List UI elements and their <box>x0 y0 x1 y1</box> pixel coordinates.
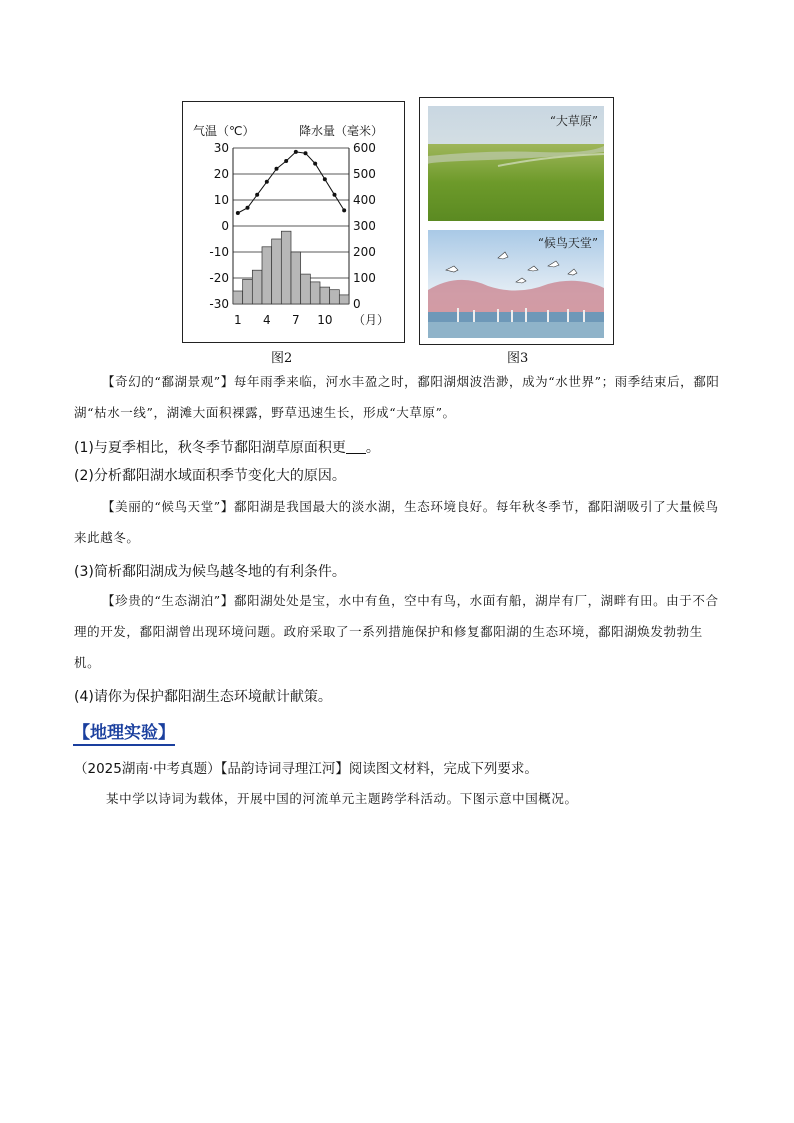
precipitation-tick-label: 600 <box>353 141 376 155</box>
precipitation-tick-label: 100 <box>353 271 376 285</box>
figure-2-caption: 图2 <box>271 351 293 366</box>
paragraph-ecological-lake: 【珍贵的“生态湖泊”】鄱阳湖处处是宝，水中有鱼，空中有鸟，水面有船，湖岸有厂，湖畔有田。由于不合理的开发，鄱阳湖曾出现环境问题。政府采取了一系列措施保护和修复鄱阳湖的生态环境，鄱阳湖焕发勃勃生机。 <box>74 593 719 670</box>
paragraph-landscape: 【奇幻的“鄱湖景观”】每年雨季来临，河水丰盈之时，鄱阳湖烟波浩渺，成为“水世界”；雨季结束后，鄱阳湖“枯水一线”，湖滩大面积裸露，野草迅速生长，形成“大草原”。 <box>74 374 720 420</box>
temperature-tick-label: -10 <box>209 245 229 259</box>
temperature-point <box>236 211 240 215</box>
precipitation-bar <box>291 252 301 304</box>
temperature-point <box>304 151 308 155</box>
question-4: (4)请你为保护鄱阳湖生态环境献计献策。 <box>74 689 332 705</box>
precipitation-bar <box>281 231 291 304</box>
temperature-tick-label: 20 <box>213 167 229 181</box>
temperature-tick-label: 30 <box>213 141 229 155</box>
question-2: (2)分析鄱阳湖水域面积季节变化大的原因。 <box>74 468 346 484</box>
grassland-photo <box>428 106 604 221</box>
precipitation-bar <box>262 247 272 304</box>
temperature-point <box>323 177 327 181</box>
temperature-tick-label: 0 <box>221 219 229 233</box>
temperature-tick-label: -20 <box>209 271 229 285</box>
question-3: (3)简析鄱阳湖成为候鸟越冬地的有利条件。 <box>74 564 346 580</box>
figure-3-caption: 图3 <box>507 351 529 366</box>
precipitation-bar <box>252 270 262 304</box>
climate-chart-figure <box>182 101 405 343</box>
precipitation-tick-label: 0 <box>353 297 361 311</box>
temperature-point <box>342 208 346 212</box>
right-axis-label: 降水量（毫米） <box>299 124 384 138</box>
precipitation-tick-label: 300 <box>353 219 376 233</box>
precipitation-bar <box>243 279 253 304</box>
precipitation-tick-label: 500 <box>353 167 376 181</box>
temperature-tick-label: -30 <box>209 297 229 311</box>
temperature-point <box>284 159 288 163</box>
temperature-point <box>313 162 317 166</box>
precipitation-tick-label: 400 <box>353 193 376 207</box>
temperature-point <box>275 167 279 171</box>
temperature-point <box>255 193 259 197</box>
paragraph-bird-paradise: 【美丽的“候鸟天堂”】鄱阳湖是我国最大的淡水湖，生态环境良好。每年秋冬季节，鄱阳湖吸引了大量候鸟来此越冬。 <box>74 499 719 545</box>
month-unit-label: （月） <box>353 313 390 327</box>
question-1 <box>74 437 380 457</box>
temperature-point <box>246 206 250 210</box>
precipitation-bar <box>233 291 243 304</box>
left-axis-label: 气温（℃） <box>193 124 255 138</box>
migratory-birds-photo <box>428 230 604 338</box>
question-1-end: 。 <box>365 440 380 456</box>
temperature-point <box>333 193 337 197</box>
month-tick-label: 1 <box>234 313 242 327</box>
precipitation-bar <box>310 282 320 304</box>
precipitation-bar <box>301 274 311 304</box>
month-tick-label: 10 <box>317 313 333 327</box>
temperature-point <box>294 150 298 154</box>
month-tick-label: 7 <box>292 313 300 327</box>
temperature-tick-label: 10 <box>213 193 229 207</box>
question-1-text: (1)与夏季相比，秋冬季节鄱阳湖草原面积更 <box>74 440 346 456</box>
temperature-point <box>265 180 269 184</box>
photo-figure <box>419 97 614 345</box>
precipitation-tick-label: 200 <box>353 245 376 259</box>
precipitation-bar <box>272 239 282 304</box>
precipitation-bar <box>320 287 330 304</box>
temperature-line <box>238 152 344 213</box>
source-line: （2025湖南·中考真题）【品韵诗词寻理江河】阅读图文材料，完成下列要求。 <box>74 761 538 777</box>
answer-blank[interactable] <box>346 439 366 454</box>
intro-paragraph: 某中学以诗词为载体，开展中国的河流单元主题跨学科活动。下图示意中国概况。 <box>106 791 578 806</box>
month-tick-label: 4 <box>263 313 271 327</box>
precipitation-bar <box>330 290 340 304</box>
grassland-label: “大草原” <box>549 114 598 128</box>
section-title: 【地理实验】 <box>73 718 175 746</box>
birds-label: “候鸟天堂” <box>537 236 598 250</box>
precipitation-bar <box>339 295 349 304</box>
